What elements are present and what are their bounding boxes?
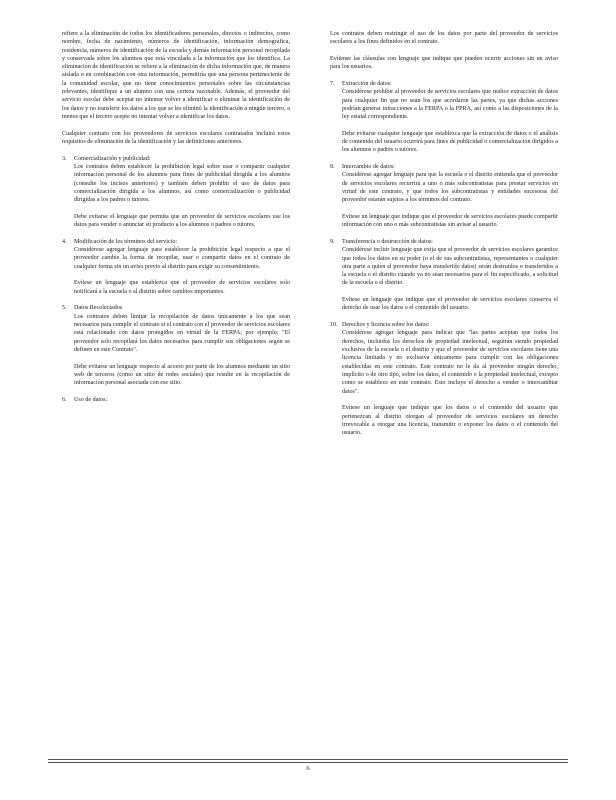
section-paragraph: Evítese un lenguaje que indique que el proveedor de servicios escolares puede compartir información con uno o más subcontratistas sin avisar al usuario. [342, 214, 558, 229]
section-paragraph: Considérese agregar lenguaje para establecer la prohibición legal respecto a que el proveedor cambie la forma de recopilar, usar o compartir datos en el contrato de cualquier forma sin un aviso previo al distrito para exigir su consentimiento. [74, 247, 290, 270]
section-number: 5. [62, 305, 67, 312]
section-title: Comercialización y publicidad: [74, 155, 151, 162]
section-paragraph: Los contratos deben limitar la recopilación de datos únicamente a los que sean necesarios para cumplir el contrato si el contrato con el proveedor de servicios escolares está relacionado con datos protegidos en virtud de la FERPA; por ejemplo: "El proveedor solo recopilará los datos necesarios para cumplir sus obligaciones según se definen en este Contrato". [74, 313, 290, 353]
section-paragraph: Debe evitarse cualquier lenguaje que establezca que la extracción de datos o el análisis de contenido del usuario ocurrirá para fines de publicidad o comercialización dirigidos a los alumnos o padres o tutores. [342, 130, 558, 154]
section-5 [62, 304, 290, 387]
section-paragraph: Evítese un lenguaje que establezca que el proveedor de servicios escolares solo notificará a la escuela o al distrito sobre cambios importantes. [74, 280, 290, 295]
section-3 [62, 155, 290, 230]
section-paragraph: Evítese un lenguaje que indique que el proveedor de servicios escolares conserva el derecho de usar los datos o el contenido del usuario. [342, 297, 558, 312]
section-paragraph: Considérese agregar lenguaje para que la escuela o el distrito entienda que el proveedor de servicios escolares recurrirá a uno o más subcontratistas para prestar servicios en virtud de este contrato, y que todos los subcontratistas y entidades sucesoras del proveedor estarán sujetos a los términos del contrato. [342, 172, 558, 204]
section-paragraph: Debe evitarse un lenguaje respecto al acceso por parte de los alumnos mediante un sitio web de terceros (como un sitio de redes sociales) que resulte en la recopilación de información personal asociada con ese sitio. [74, 363, 290, 387]
section-paragraph: Los contratos deben establecer la prohibición legal sobre usar o compartir cualquier información personal de los alumnos para fines de publicidad dirigida a los alumnos (consulte los incisos anteriores) y también deben prohibir el uso de datos para comercialización dirigida a los alumnos, así como comercialización o publicidad dirigidas a los padres o tutores. [74, 163, 290, 204]
section-paragraph: Debe evitarse el lenguaje que permita que un proveedor de servicios escolares use los datos para vender o anunciar su producto a los alumnos o padres o tutores. [74, 213, 290, 229]
section-title: Extracción de datos: [342, 80, 392, 87]
intro-paragraph-2: Cualquier contrato con los proveedores de servicios escolares contratados incluirá estos requisitos de eliminación de la identificación y las definiciones anteriores. [62, 130, 290, 145]
section-number: 6. [62, 396, 67, 403]
section-paragraph: Evítese un lenguaje que indique que los datos o el contenido del usuario que pertenezcan al distrito otorgan al proveedor de servicios escolares un derecho irrevocable a otorgar una licencia, transmitir o exponer los datos o el contenido del usuario. [342, 405, 558, 437]
intro-paragraph-1: refiere a la eliminación de todos los identificadores personales, directos o indirectos, como nombre, fecha de nacimiento, números de identificación, información demográfica, residencia, números de identificación de la escuela y demás información personal recopilada y conservada sobre los alumnos que está vinculada a la información que los identifica. La eliminación de identificación se refiere a la eliminación de dicha información que, de manera aislada o en combinación con otra información, permitiría que una persona perteneciente de la comunidad escolar, que no tiene conocimientos personales sobre las circunstancias relevantes, identifique a un alumno con una certeza razonable. Además, el proveedor del servicio escolar debe aceptar no intentar volver a identificar o eliminar la identificación de los datos y no transferir los datos a los que se les eliminó la identificación a ningún tercero, a menos que el tercero acepte no intentar volver a identificar los datos. [62, 31, 290, 120]
section-7 [330, 80, 558, 155]
section-10 [330, 321, 558, 437]
right-column [330, 30, 558, 446]
section-title: Transferencia o destrucción de datos: [342, 238, 433, 245]
section-number: 10. [330, 322, 338, 329]
section-8 [330, 163, 558, 229]
section-number: 4. [62, 238, 67, 245]
section-number: 8. [330, 164, 335, 171]
footer-divider [48, 762, 568, 763]
page-number: 6 [306, 765, 310, 772]
section-6 [62, 396, 290, 404]
section-title: Datos Recolectados [74, 305, 123, 312]
footer-divider [48, 759, 568, 760]
lead-paragraph-1: Los contratos deben restringir el uso de los datos por parte del proveedor de servicios escolares a los fines definidos en el contrato. [330, 31, 558, 46]
section-paragraph: Considérese agregar lenguaje para indicar que "las partes aceptan que todos los derechos, incluidos los derechos de propiedad intelectual, seguirán siendo propiedad exclusiva de la escuela o el distrito y que el proveedor de servicios escolares tiene una licencia limitada y no exclusiva únicamente para cumplir con las obligaciones establecidas en este contrato. Este contrato no le da al proveedor ningún derecho, implícito o de otro tipo, sobre los datos, el contenido o la propiedad intelectual, excepto como se establece en este contrato. Esto incluye el derecho a vender o intercambiar datos". [342, 330, 558, 395]
section-paragraph: Considérese prohibir al proveedor de servicios escolares que realice extracción de datos para cualquier fin que no sean los que acordaron las partes, ya que dichas acciones podrían generar infracciones a la FERPA o la PPRA, así como a las disposiciones de la ley estatal correspondiente. [342, 89, 558, 121]
section-4 [62, 238, 290, 296]
left-column [62, 30, 290, 413]
section-number: 9. [330, 238, 335, 245]
lead-paragraph-2: Evítense las cláusulas con lenguaje que indique que pueden ocurrir acciones sin un aviso para los usuarios. [330, 55, 558, 71]
section-9 [330, 238, 558, 313]
section-number: 7. [330, 80, 335, 87]
section-title: Modificación de los términos del servicio: [74, 238, 178, 245]
section-title: Uso de datos: [74, 396, 108, 403]
section-number: 3. [62, 155, 67, 162]
section-paragraph: Considérese incluir lenguaje que exija que el proveedor de servicios escolares garantice que todos los datos en su poder (o el de sus subcontratistas, representantes o cualquier otra parte a quien el proveedor haya transferido datos) serán destruidos o transferidos a la escuela o el distrito cuando ya no sean necesarios para el fin especificado, a solicitud de la escuela o el distrito. [342, 247, 558, 287]
section-title: Derechos y licencia sobre los datos: [342, 322, 430, 329]
section-title: Intercambio de datos: [342, 164, 395, 171]
